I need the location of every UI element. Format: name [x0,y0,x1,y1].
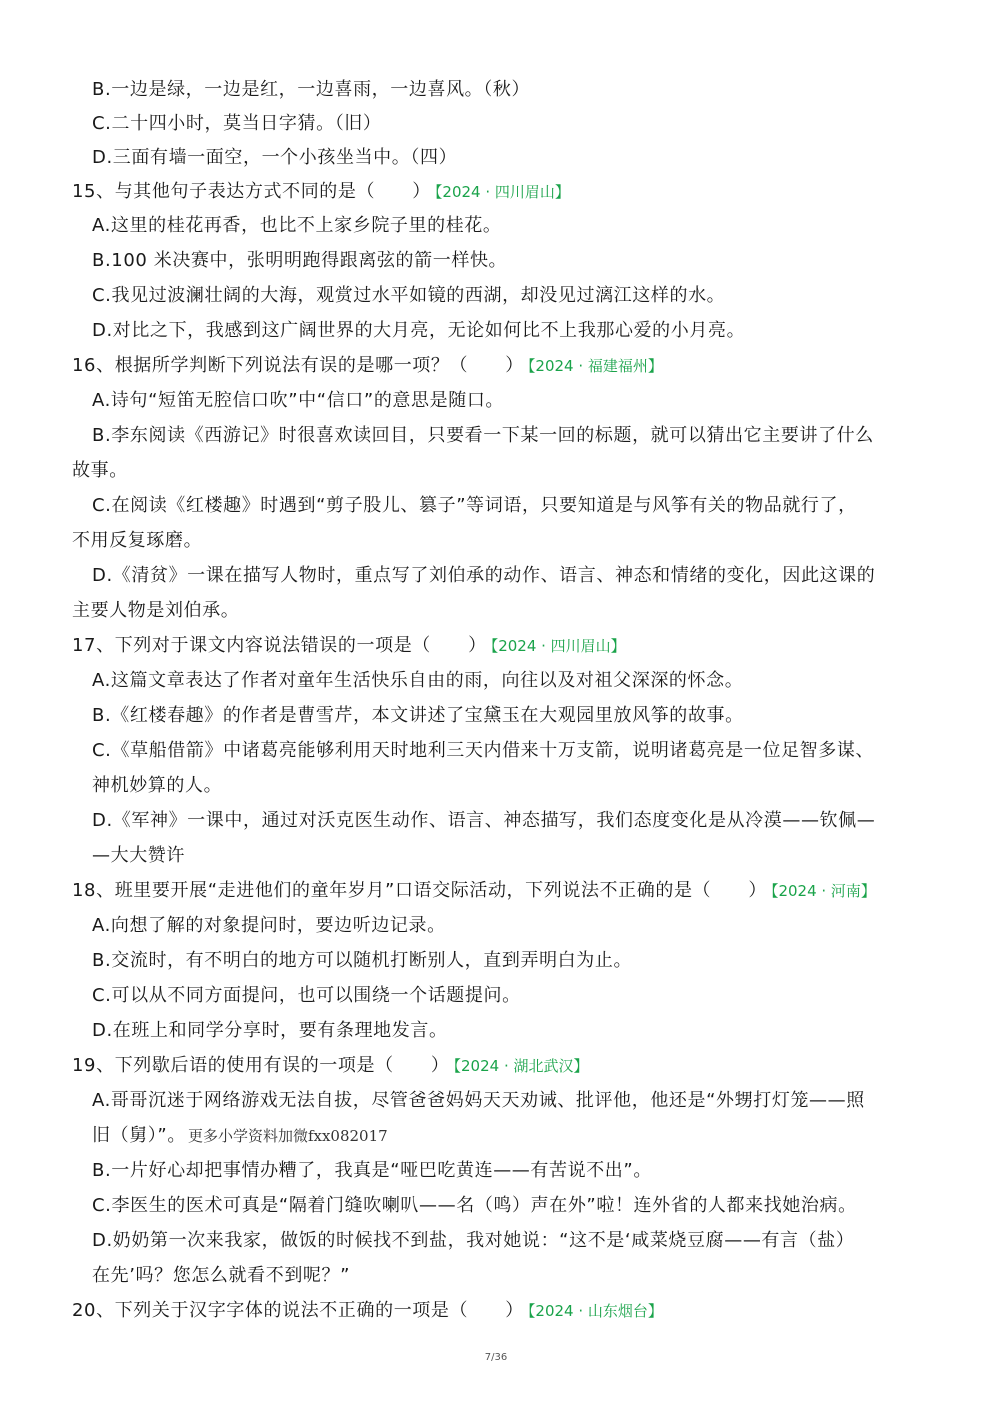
question-16 [72,353,663,379]
question-15 [72,179,570,205]
page-number: 7/36 [484,1352,508,1363]
q18-option-b: B.交流时，有不明白的地方可以随机打断别人，直到弄明白为止。 [92,950,633,971]
watermark-text: 更多小学资料加微fxx082017 [187,1127,388,1145]
question-20 [72,1298,663,1324]
question-18 [72,878,876,904]
question-19-source-tag: 【2024 · 湖北武汉】 [453,1057,589,1075]
question-15-stem: 15、与其他句子表达方式不同的是（ ） [72,181,431,202]
q17-option-c-cont: 神机妙算的人。 [92,775,223,796]
question-18-stem: 18、班里要开展“走进他们的童年岁月”口语交际活动，下列说法不正确的是（ ） [72,880,767,901]
q18-option-a: A.向想了解的对象提问时，要边听边记录。 [92,915,446,936]
q19-option-a-cont [92,1123,388,1149]
q19-option-c: C.李医生的医术可真是“隔着门缝吹喇叭——名（鸣）声在外”啦！连外省的人都来找她治病。 [92,1195,857,1216]
question-20-stem: 20、下列关于汉字字体的说法不正确的一项是（ ） [72,1300,524,1321]
q16-option-c: C.在阅读《红楼趣》时遇到“剪子股儿、篡子”等词语，只要知道是与风筝有关的物品就行了， [92,495,857,516]
question-20-source-tag: 【2024 · 山东烟台】 [527,1302,663,1320]
question-16-source-tag: 【2024 · 福建福州】 [527,357,663,375]
question-19-stem: 19、下列歇后语的使用有误的一项是（ ） [72,1055,450,1076]
question-17 [72,633,626,659]
q18-option-c: C.可以从不同方面提问，也可以围绕一个话题提问。 [92,985,521,1006]
q17-option-b: B.《红楼春趣》的作者是曹雪芹，本文讲述了宝黛玉在大观园里放风筝的故事。 [92,705,744,726]
q15-option-a: A.这里的桂花再香，也比不上家乡院子里的桂花。 [92,215,502,236]
question-16-stem: 16、根据所学判断下列说法有误的是哪一项？（ ） [72,355,524,376]
q16-option-d: D.《清贫》一课在描写人物时，重点写了刘伯承的动作、语言、神态和情绪的变化，因此这课的 [92,565,876,586]
q15-option-d: D.对比之下，我感到这广阔世界的大月亮，无论如何比不上我那心爱的小月亮。 [92,320,746,341]
q16-option-b-cont: 故事。 [72,460,128,481]
q14-option-d: D.三面有墙一面空，一个小孩坐当中。（四） [92,147,458,168]
q14-option-b: B.一边是绿，一边是红，一边喜雨，一边喜风。（秋） [92,79,531,100]
q19-option-d-cont: 在先’吗？您怎么就看不到呢？” [92,1265,351,1286]
q15-option-b: B.100 米决赛中，张明明跑得跟离弦的箭一样快。 [92,250,508,271]
q19-option-b: B.一片好心却把事情办糟了，我真是“哑巴吃黄连——有苦说不出”。 [92,1160,652,1181]
question-18-source-tag: 【2024 · 河南】 [770,882,876,900]
q16-option-a: A.诗句“短笛无腔信口吹”中“信口”的意思是随口。 [92,390,505,411]
q17-option-d: D.《军神》一课中，通过对沃克医生动作、语言、神态描写，我们态度变化是从冷漠——钦佩— [92,810,876,831]
q19-option-a-cont-text: 旧（舅）”。 [92,1125,186,1146]
question-15-source-tag: 【2024 · 四川眉山】 [434,183,570,201]
q16-option-c-cont: 不用反复琢磨。 [72,530,203,551]
q15-option-c: C.我见过波澜壮阔的大海，观赏过水平如镜的西湖，却没见过漓江这样的水。 [92,285,726,306]
question-17-source-tag: 【2024 · 四川眉山】 [490,637,626,655]
q18-option-d: D.在班上和同学分享时，要有条理地发言。 [92,1020,448,1041]
q16-option-b: B.李东阅读《西游记》时很喜欢读回目，只要看一下某一回的标题，就可以猜出它主要讲了什么 [92,425,874,446]
q19-option-a: A.哥哥沉迷于网络游戏无法自拔，尽管爸爸妈妈天天劝诫、批评他，他还是“外甥打灯笼——照 [92,1090,865,1111]
question-17-stem: 17、下列对于课文内容说法错误的一项是（ ） [72,635,487,656]
q14-option-c: C.二十四小时，莫当日字猜。（旧） [92,113,382,134]
q19-option-d: D.奶奶第一次来我家，做饭的时候找不到盐，我对她说：“这不是‘咸菜烧豆腐——有言（盐） [92,1230,855,1251]
q16-option-d-cont: 主要人物是刘伯承。 [72,600,240,621]
question-19 [72,1053,589,1079]
q17-option-c: C.《草船借箭》中诸葛亮能够利用天时地利三天内借来十万支箭，说明诸葛亮是一位足智多谋、 [92,740,875,761]
q17-option-a: A.这篇文章表达了作者对童年生活快乐自由的雨，向往以及对祖父深深的怀念。 [92,670,744,691]
q17-option-d-cont: —大大赞许 [92,845,185,866]
